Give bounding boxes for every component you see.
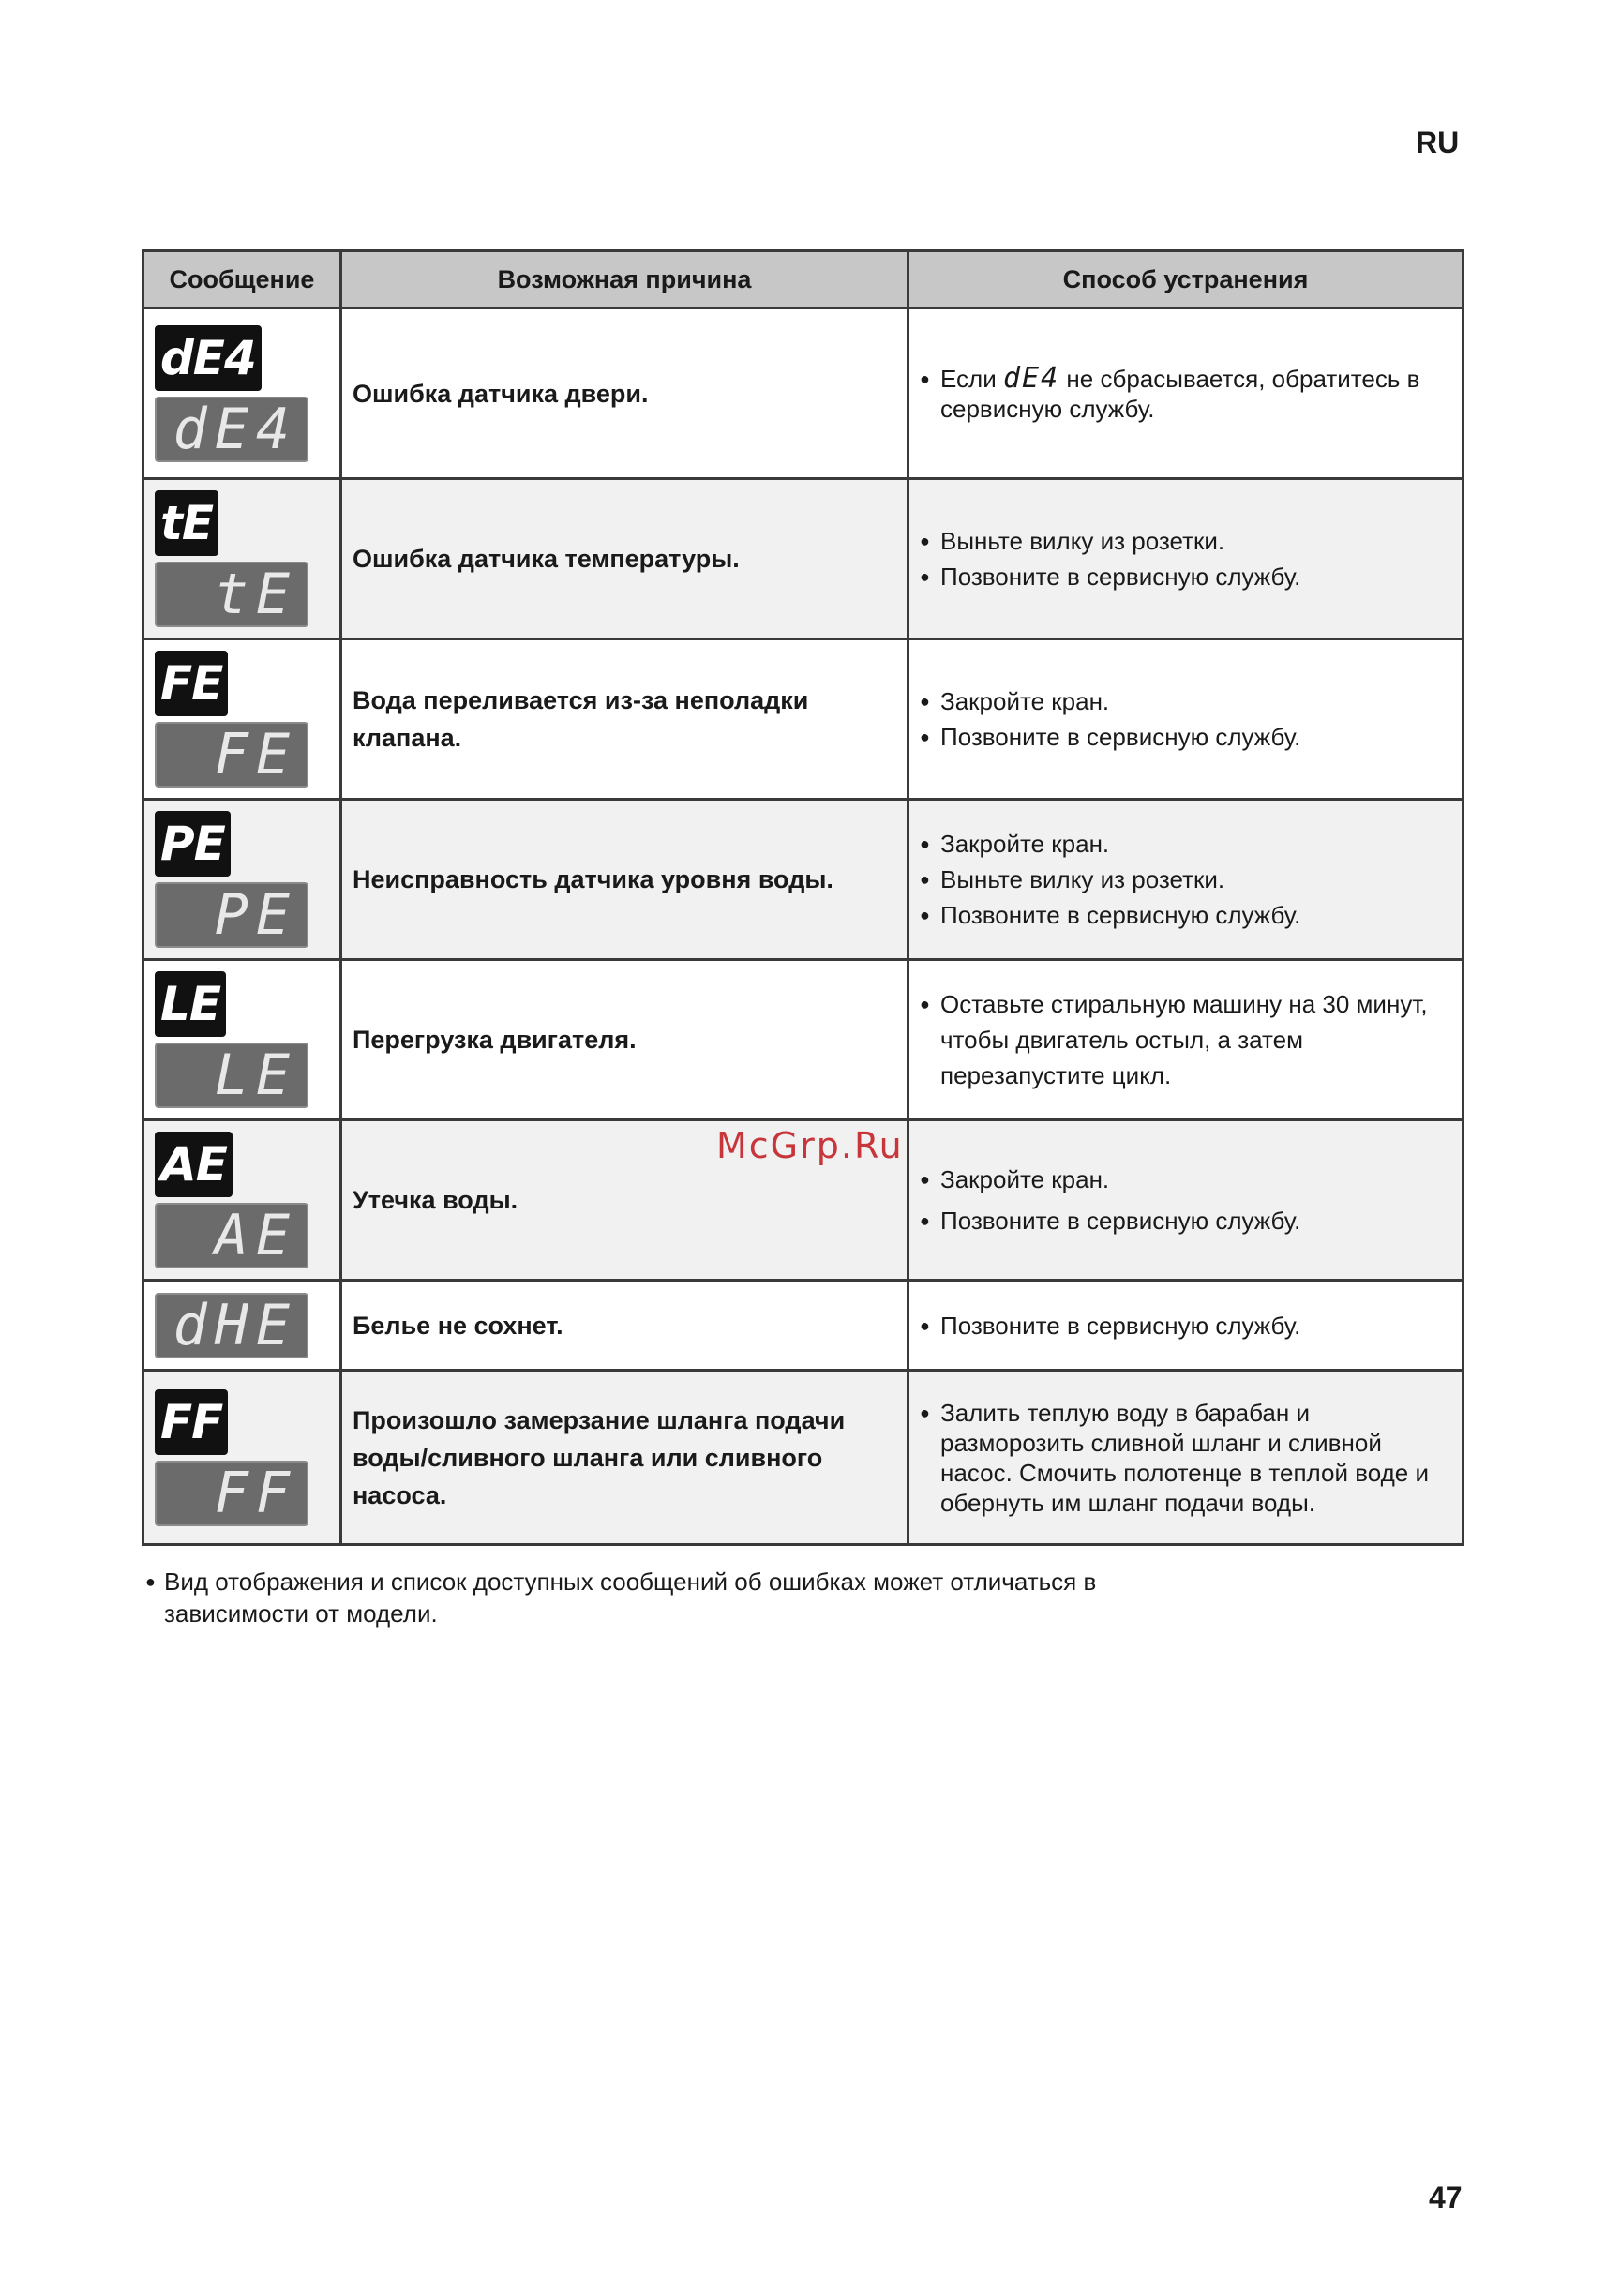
- remedy-item: ● Выньте вилку из розетки.: [920, 523, 1452, 559]
- cause-cell: Утечка воды.: [341, 1120, 908, 1281]
- remedy-cell: [908, 1371, 1463, 1545]
- cause-cell: Ошибка датчика температуры.: [341, 479, 908, 639]
- table-row: [143, 960, 1463, 1120]
- cause-cell: Белье не сохнет.: [341, 1281, 908, 1371]
- table-row: [143, 639, 1463, 800]
- error-code-lcd-display: FE: [155, 722, 308, 788]
- table-header-row: [143, 251, 1463, 308]
- page-number: 47: [1429, 2181, 1463, 2214]
- remedy-item: ● Позвоните в сервисную службу.: [920, 1308, 1452, 1343]
- remedy-item: ● Оставьте стиральную машину на 30 минут, чтобы двигатель остыл, а затем перезапустите цикл.: [920, 986, 1452, 1093]
- header-cause: Возможная причина: [341, 251, 908, 308]
- inline-error-code: dE4: [1002, 361, 1060, 395]
- remedy-cell: [908, 479, 1463, 639]
- remedy-item: ● Закройте кран.: [920, 826, 1452, 862]
- message-cell: [143, 639, 341, 800]
- cause-cell: Вода переливается из-за неполадки клапана.: [341, 639, 908, 800]
- remedy-item: ● Залить теплую воду в барабан и разморозить сливной шланг и сливной насос. Смочить полотенце в теплой воде и обернуть им шланг подачи воды.: [920, 1398, 1452, 1518]
- remedy-item: ● Позвоните в сервисную службу.: [920, 1203, 1452, 1238]
- error-code-lcd-display: tE: [155, 562, 308, 627]
- remedy-cell: [908, 639, 1463, 800]
- header-remedy: Способ устранения: [908, 251, 1463, 308]
- header-message: Сообщение: [143, 251, 341, 308]
- remedy-cell: [908, 960, 1463, 1120]
- error-code-lcd-display: FF: [155, 1461, 308, 1526]
- error-codes-table: [142, 249, 1464, 1546]
- remedy-cell: [908, 1120, 1463, 1281]
- message-cell: [143, 1371, 341, 1545]
- remedy-item: ● Позвоните в сервисную службу.: [920, 897, 1452, 933]
- error-code-dark-display: FF: [155, 1389, 228, 1455]
- table-row: [143, 800, 1463, 960]
- cause-cell: Произошло замерзание шланга подачи воды/сливного шланга или сливного насоса.: [341, 1371, 908, 1545]
- table-row: [143, 479, 1463, 639]
- table-row: [143, 1371, 1463, 1545]
- error-code-dark-display: AE: [155, 1132, 233, 1197]
- watermark-text: McGrp.Ru: [716, 1125, 904, 1166]
- error-code-dark-display: FE: [155, 651, 228, 716]
- error-code-lcd-display: PE: [155, 882, 308, 948]
- language-code: RU: [1416, 126, 1460, 159]
- footnote: [145, 1566, 1195, 1629]
- cause-cell: Перегрузка двигателя.: [341, 960, 908, 1120]
- cause-cell: Неисправность датчика уровня воды.: [341, 800, 908, 960]
- table-row: [143, 308, 1463, 479]
- remedy-item: ● Если dE4 не сбрасывается, обратитесь в сервисную службу.: [920, 364, 1452, 424]
- table-row: [143, 1281, 1463, 1371]
- message-cell: [143, 800, 341, 960]
- error-code-dark-display: dE4: [155, 325, 262, 391]
- error-code-lcd-display: AE: [155, 1203, 308, 1268]
- remedy-cell: [908, 1281, 1463, 1371]
- remedy-cell: [908, 800, 1463, 960]
- message-cell: [143, 479, 341, 639]
- error-code-dark-display: tE: [155, 490, 218, 556]
- error-code-dark-display: PE: [155, 811, 231, 877]
- message-cell: [143, 960, 341, 1120]
- message-cell: [143, 1120, 341, 1281]
- error-code-dark-display: LE: [155, 971, 226, 1037]
- error-code-lcd-display: LE: [155, 1043, 308, 1108]
- remedy-item: ● Закройте кран.: [920, 1162, 1452, 1197]
- message-cell: [143, 1281, 341, 1371]
- remedy-item: ● Позвоните в сервисную службу.: [920, 719, 1452, 755]
- error-code-lcd-display: dE4: [155, 397, 308, 462]
- remedy-item: ● Закройте кран.: [920, 683, 1452, 719]
- remedy-cell: [908, 308, 1463, 479]
- footnote-text: ● Вид отображения и список доступных сообщений об ошибках может отличаться в зависимости от модели.: [145, 1566, 1195, 1629]
- message-cell: [143, 308, 341, 479]
- remedy-item: ● Выньте вилку из розетки.: [920, 862, 1452, 897]
- cause-cell: Ошибка датчика двери.: [341, 308, 908, 479]
- error-code-lcd-display: dHE: [155, 1293, 308, 1358]
- remedy-item: ● Позвоните в сервисную службу.: [920, 559, 1452, 594]
